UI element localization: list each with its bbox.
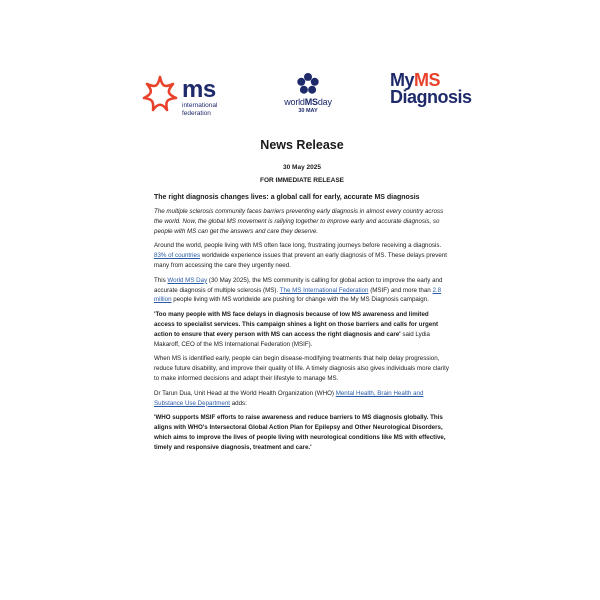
msif-logo xyxy=(140,72,230,122)
link-2-8-million[interactable]: 2.8 million xyxy=(154,286,442,304)
msif-logo-line1: international xyxy=(182,102,218,109)
logo-row xyxy=(0,72,600,122)
link-msif[interactable]: The MS International Federation xyxy=(279,286,369,294)
quote-makaroff: 'Too many people with MS face delays in diagnosis because of low MS awareness and limited access to specialist services. This campaign shines a light on those barriers and calls for urgent action to ensure that every person with MS can access the right diagnosis and care' said Lydia Makaroff, CEO of the MS International Federation (MSIF). xyxy=(154,311,439,348)
world-ms-day-logo xyxy=(268,72,348,122)
world-ms-day-name: worldMSday xyxy=(284,97,332,107)
my-ms-diagnosis-line2: Diagnosis xyxy=(390,87,472,108)
world-ms-day-date: 30 MAY xyxy=(298,108,318,114)
flower-icon xyxy=(296,72,320,96)
msif-logo-ms: ms xyxy=(182,76,216,103)
document-title: News Release xyxy=(260,138,344,152)
release-status: FOR IMMEDIATE RELEASE xyxy=(259,177,345,184)
quote-who: 'WHO supports MSIF efforts to raise awareness and reduce barriers to MS diagnosis globally. This aligns with WHO's Intersectoral Global Action Plan for Epilepsy and Other Neurological Disorders, which aims to improve the lives of people living with neurological conditions like MS with effective, timely and responsive diagnosis, treatment and care.' xyxy=(154,414,446,451)
link-who-department[interactable]: Mental Health, Brain Health and Substance Use Department xyxy=(154,389,424,407)
paragraph-1: Around the world, people living with MS often face long, frustrating journeys before receiving a diagnosis. 83% of countries worldwide experience issues that prevent an early diagnosis of MS. These delays prevent many from accessing the care they urgently need. xyxy=(154,242,447,269)
paragraph-4: Dr Tarun Dua, Unit Head at the World Health Organization (WHO) Mental Health, Brain Health and Substance Use Department adds: xyxy=(154,389,424,407)
release-content xyxy=(154,138,450,458)
my-ms-diagnosis-logo xyxy=(390,72,470,122)
lead-paragraph: The multiple sclerosis community faces barriers preventing early diagnosis in almost every country across the world. Now, the global MS movement is rallying together to improve early and accurate diagnosis, so people with MS can get the answers and care they deserve. xyxy=(154,208,444,235)
paragraph-2: This World MS Day (30 May 2025), the MS community is calling for global action to improve the early and accurate diagnosis of multiple sclerosis (MS). The MS International Federation (MSIF) and more than 2.8 million people living with MS worldwide are pushing for change with the My MS Diagnosis campaign. xyxy=(154,276,443,304)
msif-star-icon xyxy=(140,74,180,114)
release-date: 30 May 2025 xyxy=(283,164,321,171)
link-world-ms-day[interactable]: World MS Day xyxy=(167,276,208,284)
paragraph-3: When MS is identified early, people can begin disease-modifying treatments that help delay progression, reduce future disability, and improve their quality of life. A timely diagnosis also gives individuals more clarity to make informed decisions and adapt their lifestyle to manage MS. xyxy=(154,355,449,382)
my-ms-diagnosis-line1: MyMS xyxy=(390,70,441,90)
msif-logo-line2: federation xyxy=(182,109,211,117)
headline: The right diagnosis changes lives: a global call for early, accurate MS diagnosis xyxy=(154,194,420,201)
link-83-percent-countries[interactable]: 83% of countries xyxy=(154,252,201,260)
